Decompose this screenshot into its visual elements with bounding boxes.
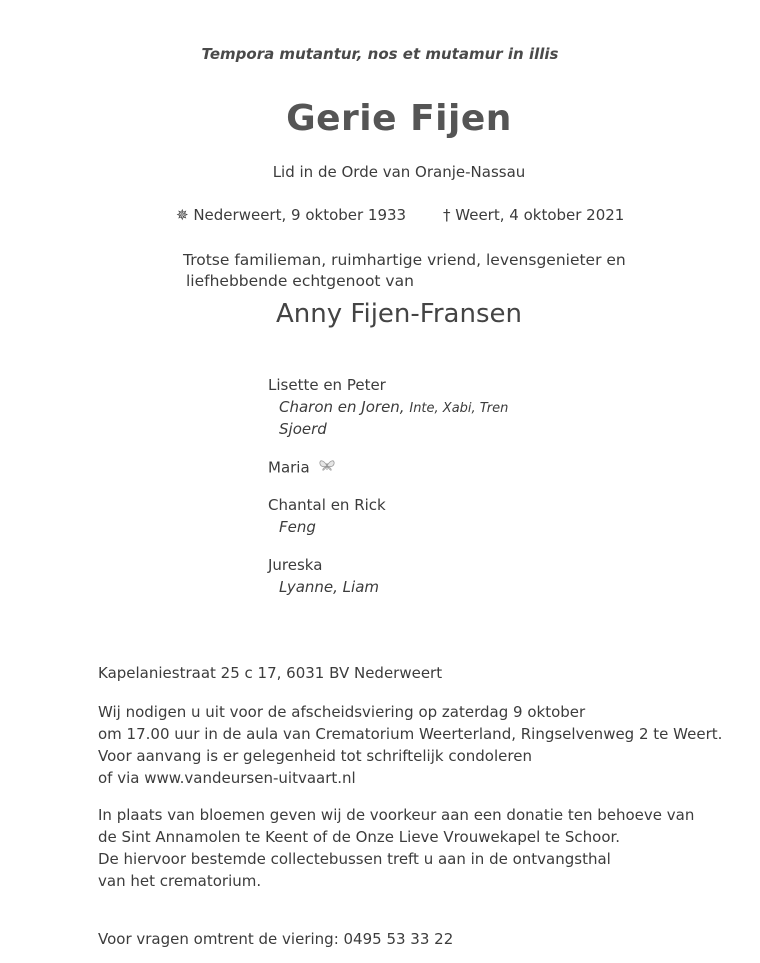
invitation-line: Voor aanvang is er gelegenheid tot schriftelijk condoleren [98, 747, 532, 765]
grandchildren-names: Inte, Xabi, Tren [409, 401, 509, 416]
family-member: Jureska [268, 556, 323, 574]
invitation-line: of via www.vandeursen-uitvaart.nl [98, 769, 356, 787]
spouse-name: Anny Fijen-Fransen [276, 299, 522, 329]
family-member: Chantal en Rick [268, 496, 386, 514]
honor-title: Lid in de Orde van Oranje-Nassau [272, 163, 526, 181]
tribute-line: Trotse familieman, ruimhartige vriend, levensgenieter en [183, 251, 626, 269]
donation-line: van het crematorium. [98, 872, 262, 890]
family-children: Sjoerd [279, 420, 327, 438]
contact-info: Voor vragen omtrent de viering: 0495 53 33 22 [98, 930, 454, 948]
butterfly-icon [317, 458, 337, 478]
family-children: Lyanne, Liam [279, 578, 379, 596]
death-info: † Weert, 4 oktober 2021 [443, 206, 625, 224]
donation-line: De hiervoor bestemde collectebussen treft u aan in de ontvangsthal [98, 850, 611, 868]
address: Kapelaniestraat 25 c 17, 6031 BV Nederweert [98, 664, 443, 682]
donation-line: de Sint Annamolen te Keent of de Onze Lieve Vrouwekapel te Schoor. [98, 828, 621, 846]
invitation-text [98, 701, 722, 789]
tribute-text [183, 250, 626, 292]
family-member-row [268, 458, 337, 478]
children-names: Charon en Joren, [279, 398, 405, 416]
invitation-line: Wij nodigen u uit voor de afscheidsviering op zaterdag 9 oktober [98, 703, 586, 721]
donation-line: In plaats van bloemen geven wij de voorkeur aan een donatie ten behoeve van [98, 806, 695, 824]
birth-info: ✵ Nederweert, 9 oktober 1933 [176, 206, 407, 224]
invitation-line: om 17.00 uur in de aula van Crematorium Weerterland, Ringselvenweg 2 te Weert. [98, 725, 723, 743]
family-children: Feng [279, 518, 316, 536]
family-children [279, 398, 508, 416]
family-member: Maria [268, 458, 310, 477]
family-member: Lisette en Peter [268, 376, 386, 394]
donation-text [98, 804, 694, 892]
motto: Tempora mutantur, nos et mutamur in illis [201, 45, 559, 63]
deceased-name: Gerie Fijen [286, 98, 512, 139]
tribute-line: liefhebbende echtgenoot van [186, 272, 414, 290]
